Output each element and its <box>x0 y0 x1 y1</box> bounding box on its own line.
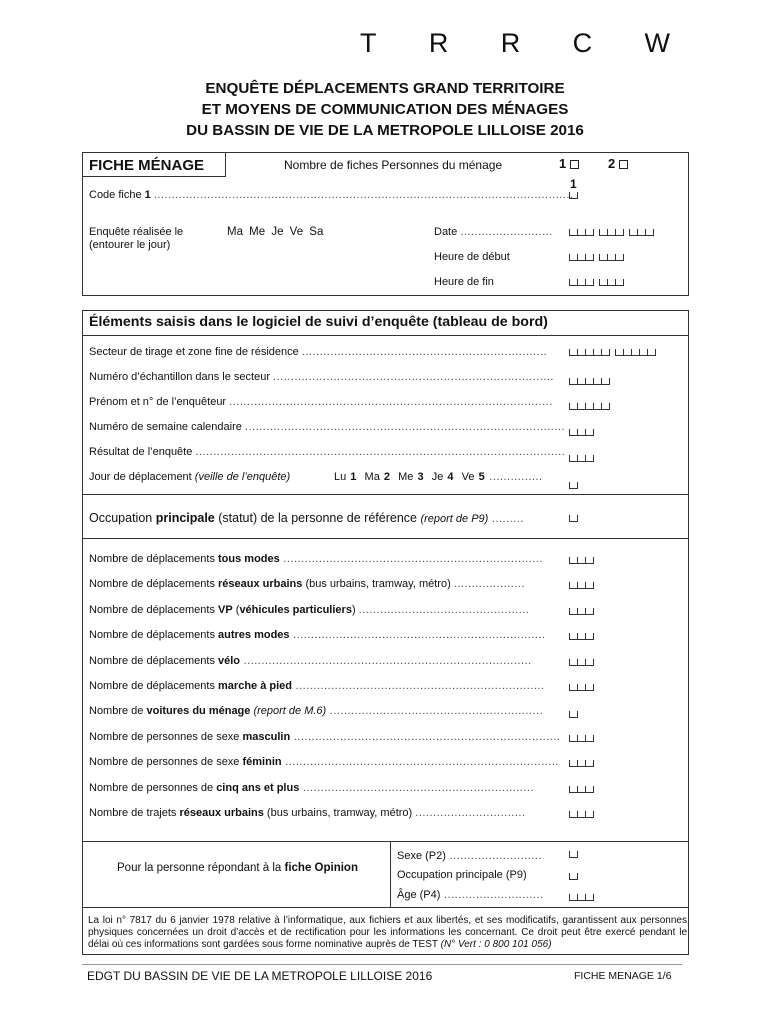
echantillon-cells[interactable] <box>569 378 610 385</box>
resultat-cells[interactable] <box>569 455 594 462</box>
title-line: ET MOYENS DE COMMUNICATION DES MÉNAGES <box>201 101 569 118</box>
count-row <box>89 807 526 819</box>
count-row <box>89 680 545 692</box>
count-row-dots: ....................................................................... <box>289 629 546 642</box>
echantillon-row: Numéro d’échantillon dans le secteur ............................................................................... <box>89 371 554 383</box>
count-row-dots: ................................................................. <box>299 781 535 794</box>
code-fiche-cells[interactable] <box>569 192 578 199</box>
enquete-days[interactable]: Ma Me Je Ve Sa <box>227 226 324 238</box>
count-row-bold2: véhicules particuliers <box>239 603 352 616</box>
code-letter: R <box>428 28 449 58</box>
legal-notice: La loi n° 7817 du 6 janvier 1978 relative à l’informatique, aux fichiers et aux libertés, et ses modificatifs, garantissent aux personnes physiques concernées un droit d’accès et de rectification pour les informations les concernant. Ce droit peut être exercé pendant le délai où ces informations sont gardées sous forme nominative auprès de TEST (N° Vert : 0 800 101 056) <box>88 915 687 950</box>
count-row <box>89 629 546 641</box>
count-cells[interactable] <box>569 786 594 793</box>
occupation-p9-cells[interactable] <box>569 873 578 880</box>
nb-fiches-option-2[interactable]: 2 <box>608 156 628 171</box>
semaine-row: Numéro de semaine calendaire .......................................................................................... <box>89 421 565 433</box>
code-fiche-value: 1 <box>570 177 577 191</box>
count-row-bold: masculin <box>242 730 291 743</box>
count-cells[interactable] <box>569 659 594 666</box>
count-row-pre: Nombre de <box>89 705 147 718</box>
heure-debut-label: Heure de début <box>434 251 510 263</box>
age-cells[interactable] <box>569 894 594 901</box>
count-row-bold: voitures du ménage <box>146 705 251 718</box>
secteur-cells[interactable] <box>569 349 656 356</box>
survey-title <box>0 78 770 141</box>
count-row <box>89 553 543 565</box>
count-cells[interactable] <box>569 608 594 615</box>
count-row-bold: VP <box>218 603 233 616</box>
count-row <box>89 578 525 590</box>
count-row-dots: .................... <box>453 578 525 591</box>
opinion-label: Pour la personne répondant à la fiche Opinion <box>117 862 358 874</box>
footer-page-number: FICHE MENAGE 1/6 <box>574 970 672 982</box>
count-row-post: (bus urbains, tramway, métro) <box>263 807 416 819</box>
count-cells[interactable] <box>569 557 594 564</box>
count-row <box>89 782 534 794</box>
heure-fin-label: Heure de fin <box>434 276 494 288</box>
count-row-pre: Nombre de personnes de sexe <box>89 730 243 743</box>
count-row-pre: Nombre de déplacements <box>89 629 219 642</box>
count-row-post2: ) <box>351 603 359 616</box>
code-letter: T <box>360 28 377 58</box>
count-row-pre: Nombre de déplacements <box>89 680 219 692</box>
count-row-bold: réseaux urbains <box>218 578 303 591</box>
count-row-dots: ................................................................................. <box>240 654 532 667</box>
elements-title: Éléments saisis dans le logiciel de suivi d’enquête (tableau de bord) <box>89 314 548 330</box>
count-row <box>89 756 559 768</box>
fiche-title: FICHE MÉNAGE <box>89 157 205 174</box>
age-row: Âge (P4) ............................ <box>397 889 544 901</box>
count-cells[interactable] <box>569 811 594 818</box>
code-letter: W <box>644 28 670 58</box>
count-row-dots: ............................................................ <box>326 705 544 718</box>
date-row: Date .......................... <box>434 226 553 238</box>
count-row-pre: Nombre de déplacements <box>89 603 219 616</box>
count-row-pre: Nombre de personnes de <box>89 781 217 794</box>
count-row-pre: Nombre de déplacements <box>89 553 219 565</box>
count-row-bold: réseaux urbains <box>179 807 264 819</box>
checkbox-icon <box>570 160 579 169</box>
count-row <box>89 604 529 616</box>
count-cells[interactable] <box>569 735 594 742</box>
occupation-row: Occupation principale (statut) de la personne de référence (report de P9) ......... <box>89 511 524 525</box>
count-row-bold: cinq ans et plus <box>216 781 300 794</box>
count-row <box>89 705 543 717</box>
count-row-dots: ......................................................................... <box>279 553 543 565</box>
count-row-bold: marche à pied <box>218 680 292 692</box>
heure-debut-cells[interactable] <box>569 254 624 261</box>
count-row-italic: (report de M.6) <box>253 705 327 718</box>
count-cells[interactable] <box>569 633 594 640</box>
semaine-cells[interactable] <box>569 429 594 436</box>
checkbox-icon <box>619 160 628 169</box>
count-row <box>89 655 532 667</box>
jour-deplacement-row: Jour de déplacement (veille de l’enquête) <box>89 471 291 483</box>
count-row-post: ( <box>232 603 240 616</box>
count-cells[interactable] <box>569 582 594 589</box>
nb-fiches-label: Nombre de fiches Personnes du ménage <box>284 158 503 172</box>
count-row-post: (bus urbains, tramway, métro) <box>302 578 454 591</box>
count-row-dots: ................................................ <box>358 603 530 616</box>
count-cells[interactable] <box>569 760 594 767</box>
title-line: ENQUÊTE DÉPLACEMENTS GRAND TERRITOIRE <box>205 80 565 97</box>
enquete-label: Enquête réalisée le (entourer le jour) <box>89 226 184 251</box>
enqueteur-row: Prénom et n° de l’enquêteur ........................................................................................... <box>89 396 553 408</box>
occupation-cells[interactable] <box>569 515 578 522</box>
code-letter: C <box>572 28 593 58</box>
nb-fiches-option-1[interactable]: 1 <box>559 156 579 171</box>
code-letter: R <box>500 28 521 58</box>
count-cells[interactable] <box>569 711 578 718</box>
enqueteur-cells[interactable] <box>569 403 610 410</box>
count-row-pre: Nombre de déplacements <box>89 578 219 591</box>
footer-survey-name: EDGT DU BASSIN DE VIE DE LA METROPOLE LILLOISE 2016 <box>87 969 433 983</box>
sexe-row: Sexe (P2) .......................... <box>397 850 542 862</box>
count-cells[interactable] <box>569 684 594 691</box>
code-fiche-row: Code fiche 1 ...................................................................................................................... <box>89 189 574 201</box>
resultat-row: Résultat de l’enquête ........................................................................................................ <box>89 446 566 458</box>
count-row-bold: féminin <box>242 756 282 769</box>
count-row-dots: ...................................................................... <box>292 680 545 692</box>
count-row <box>89 731 560 743</box>
count-row-pre: Nombre de déplacements <box>89 654 219 667</box>
date-cells[interactable] <box>569 229 654 236</box>
count-row-bold: vélo <box>218 654 241 667</box>
count-row-dots: ........................................................................... <box>290 730 561 743</box>
heure-fin-cells[interactable] <box>569 279 624 286</box>
count-row-bold: tous modes <box>218 553 280 565</box>
secteur-row: Secteur de tirage et zone fine de résidence ..................................................................... <box>89 346 548 358</box>
count-row-pre: Nombre de personnes de sexe <box>89 756 243 769</box>
occupation-p9-row: Occupation principale (P9) <box>397 869 527 881</box>
count-row-dots: ............................... <box>415 807 526 819</box>
title-line: DU BASSIN DE VIE DE LA METROPOLE LILLOISE 2016 <box>186 122 584 139</box>
count-row-dots: ............................................................................. <box>281 756 559 769</box>
sexe-cells[interactable] <box>569 851 578 858</box>
count-row-pre: Nombre de trajets <box>89 807 180 819</box>
form-code-letters <box>360 28 670 59</box>
jour-deplacement-days[interactable]: Lu 1 Ma 2 Me 3 Je 4 Ve 5 ............... <box>334 471 543 483</box>
count-row-bold: autres modes <box>218 629 290 642</box>
jour-cells[interactable] <box>569 482 578 489</box>
